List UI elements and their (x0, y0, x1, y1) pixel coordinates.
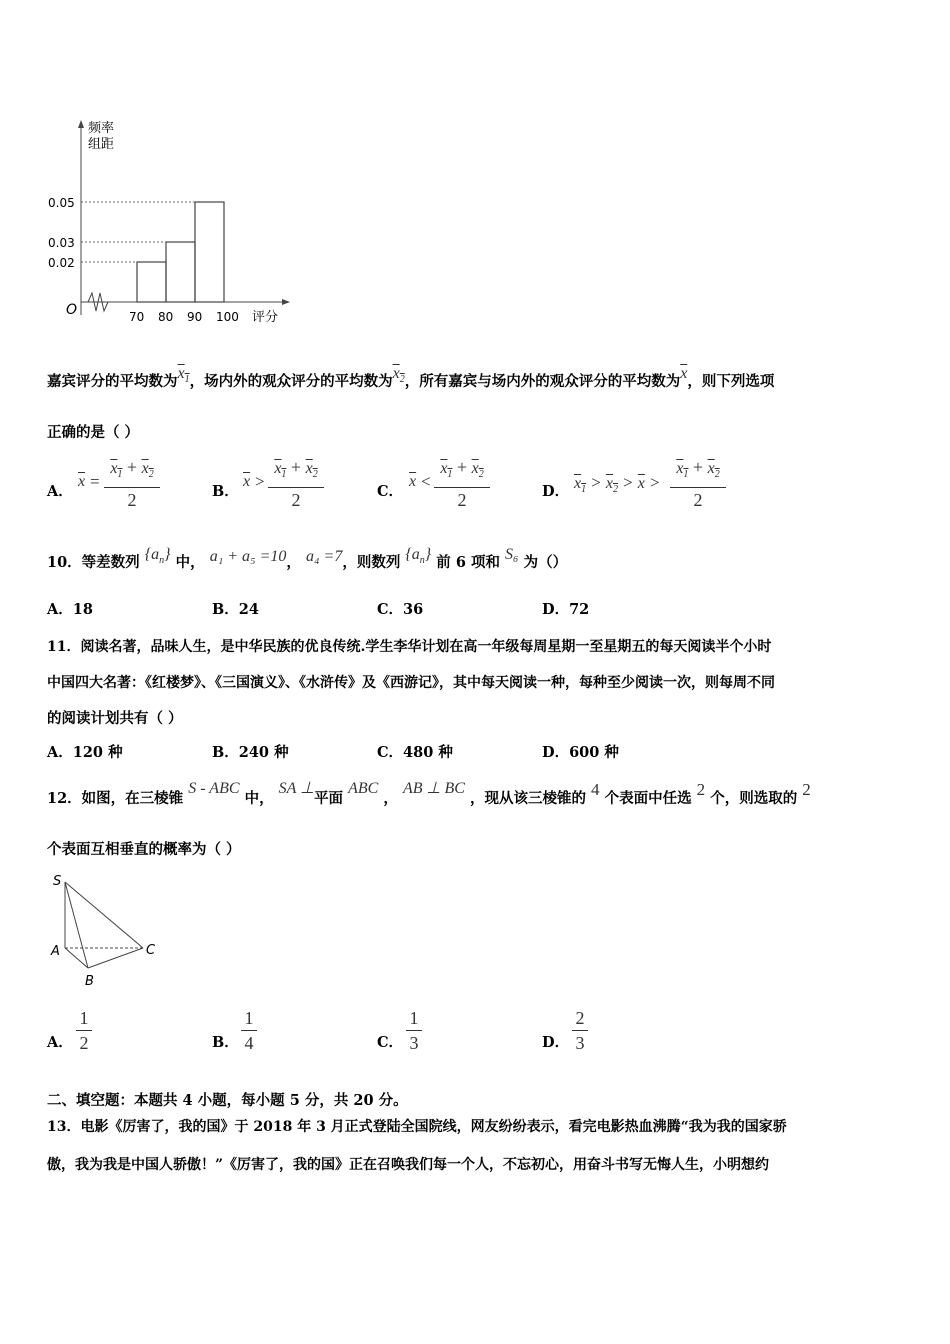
q12-text-e: ，现从该三棱锥的 (469, 790, 586, 807)
q12-text-a: 12．如图，在三棱锥 (47, 790, 184, 807)
q10-text-d: 前 6 项和 (436, 554, 500, 571)
y-tick-label: 0.02 (48, 256, 75, 270)
y-axis-label-bottom: 组距 (88, 137, 115, 152)
q9-text-a: 嘉宾评分的平均数为 (47, 373, 178, 390)
q10-option-d: D．72 (542, 601, 590, 618)
q9-option-a-label: A． (47, 483, 73, 500)
x1-bar-symbol: $x_1$ (177, 365, 190, 386)
seq-an-1: $\{a_n\}$ (144, 546, 171, 567)
q12-line2: 个表面互相垂直的概率为（ ） (47, 841, 241, 858)
q10-text-a: 10．等差数列 (47, 554, 140, 571)
x-axis-label: 评分 (252, 310, 279, 325)
edge-sc (65, 882, 143, 948)
q12-option-d-fraction: 2 3 (572, 1007, 588, 1054)
q11-line3: 的阅读计划共有（ ） (47, 710, 183, 727)
q10-option-a: A．18 (47, 601, 93, 618)
y-tick-label: 0.05 (48, 196, 75, 210)
q9-b-fraction: $x_1 + x_2$ 2 (268, 456, 324, 511)
histogram-bar (137, 262, 166, 302)
q10-eq2: a₄ =7 (305, 548, 343, 565)
q9-c-xbar: $\overline{x}$ (409, 473, 417, 490)
q12-option-c-fraction: 1 3 (406, 1007, 422, 1054)
x-tick-label: 70 (129, 310, 145, 324)
edge-ab (65, 948, 88, 968)
x2-bar-symbol: $x_2$ (392, 365, 405, 386)
q12-text-c: 平面 (314, 790, 344, 807)
q12-num-2a: 2 (696, 780, 706, 799)
q13-line1: 13．电影《厉害了，我的国》于 2018 年 3 月正式登陆全国院线，网友纷纷表示，看完电影热血沸腾“我为我的国家骄 (47, 1119, 787, 1135)
q11-option-d: D．600 种 (542, 744, 619, 761)
x-bar-symbol: $\overline{x}$ (680, 365, 688, 382)
q13-line2: 傲，我为我是中国人骄傲！”《厉害了，我的国》正在召唤我们每一个人，不忘初心，用奋斗书写无悔人生，小明想约 (47, 1157, 770, 1173)
q9-d-fraction: $x_1 + x_2$ 2 (670, 456, 726, 511)
q12-text-f: 个表面中任选 (604, 790, 692, 807)
q12-ab-perp-bc: AB ⊥ BC (402, 780, 465, 797)
vertex-a: A (51, 944, 60, 959)
section-heading: 二、填空题：本题共 4 小题，每小题 5 分，共 20 分。 (47, 1092, 408, 1109)
q12-line1 (47, 780, 811, 809)
q12-option-b-label: B． (212, 1034, 239, 1051)
q10-sep: ， (286, 554, 301, 571)
q12-num-2b: 2 (802, 780, 811, 799)
q12-plane-abc: ABC (348, 780, 379, 797)
q12-option-d-label: D． (542, 1034, 570, 1051)
edge-sb (65, 882, 88, 968)
q9-text-c: ，所有嘉宾与场内外的观众评分的平均数为 (404, 373, 681, 390)
vertex-b: B (85, 974, 94, 989)
q12-sa-perp: SA ⊥ (278, 780, 315, 797)
q11-option-b: B．240 种 (212, 744, 289, 761)
q9-d-chain: $x_1 > x_2 > \overline{x}$ > (574, 473, 660, 496)
q10-eq1: a₁ + a₅ =10 (209, 548, 287, 565)
y-tick-label: 0.03 (48, 236, 75, 250)
q10-option-b: B．24 (212, 601, 259, 618)
q12-text-d: ， (383, 790, 398, 807)
y-axis-arrow (78, 120, 84, 128)
q11-option-c: C．480 种 (377, 744, 453, 761)
x-axis-arrow (282, 299, 290, 305)
seq-an-2: $\{a_n\}$ (405, 546, 432, 567)
q12-pyramid-name: S - ABC (188, 780, 240, 797)
x-tick-label: 90 (187, 310, 203, 324)
x-tick-label: 80 (158, 310, 174, 324)
frequency-histogram (40, 110, 310, 335)
q9-line2: 正确的是（ ） (47, 424, 140, 441)
pyramid-figure (45, 868, 170, 993)
q10-text-e: 为（） (523, 554, 568, 571)
q9-option-b-label: B． (212, 483, 239, 500)
vertex-s: S (53, 874, 62, 889)
y-axis-label-top: 频率 (88, 121, 115, 136)
q9-b-gt: > (255, 472, 265, 491)
q10-text-b: 中， (175, 554, 205, 571)
q9-option-c-label: C． (377, 483, 404, 500)
q9-line1 (47, 365, 775, 398)
q9-c-lt: < (421, 472, 431, 491)
q12-option-a-label: A． (47, 1034, 73, 1051)
q12-option-b-fraction: 1 4 (241, 1007, 257, 1054)
q12-text-g: 个，则选取的 (710, 790, 798, 807)
q11-line2: 中国四大名著：《红楼梦》、《三国演义》、《水浒传》及《西游记》，其中每天阅读一种，每种至少阅读一次，则每周不同 (47, 675, 775, 691)
histogram-bar (166, 242, 195, 302)
q12-option-c-label: C． (377, 1034, 404, 1051)
x-tick-label: 100 (216, 310, 239, 324)
histogram-bar (195, 202, 224, 302)
edge-bc (88, 948, 143, 968)
q9-a-xbar: $\overline{x}$ (78, 473, 86, 490)
q10-s6: S₆ (505, 546, 519, 563)
q9-a-fraction: $x_1 + x_2$ 2 (104, 456, 160, 511)
q10-text-c: ，则数列 (342, 554, 401, 571)
q9-a-eq: = (90, 472, 100, 491)
q10-line (47, 546, 568, 579)
q11-line1: 11．阅读名著，品味人生，是中华民族的优良传统.学生李华计划在高一年级每周星期一至星期五的每天阅读半个小时 (47, 639, 772, 655)
vertex-c: C (146, 943, 156, 958)
q9-c-fraction: $x_1 + x_2$ 2 (434, 456, 490, 511)
q9-text-b: ，场内外的观众评分的平均数为 (189, 373, 393, 390)
q10-option-c: C．36 (377, 601, 424, 618)
q11-option-a: A．120 种 (47, 744, 123, 761)
q9-option-d-label: D． (542, 483, 570, 500)
origin-label: O (66, 302, 78, 318)
q12-text-b: 中， (244, 790, 274, 807)
q9-text-d: ，则下列选项 (687, 373, 775, 390)
q12-num-4: 4 (591, 780, 600, 799)
q9-b-xbar: $\overline{x}$ (243, 473, 251, 490)
q12-option-a-fraction: 1 2 (76, 1007, 92, 1054)
